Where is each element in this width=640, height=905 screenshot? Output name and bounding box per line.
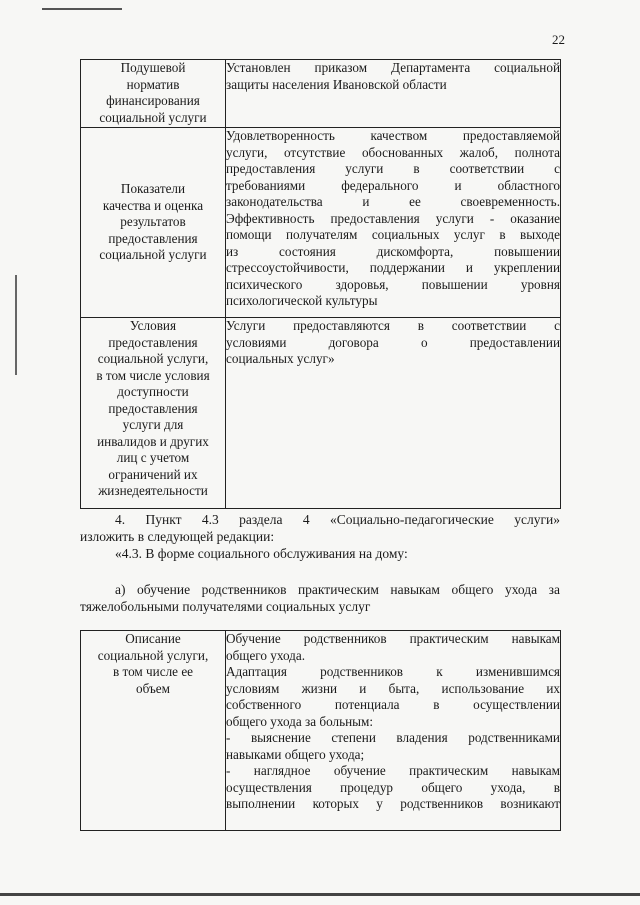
label-line: социальной услуги xyxy=(99,247,207,263)
label-line: в том числе ее xyxy=(112,664,194,679)
table-row-description xyxy=(81,631,561,831)
label-line: услуги для xyxy=(122,417,184,432)
label-line: социальной услуги, xyxy=(97,351,209,366)
content-line: собственного потенциала в осуществлении xyxy=(226,697,560,712)
label-line: предоставления xyxy=(108,334,198,350)
label-line: норматив xyxy=(126,76,180,92)
content-line: общего ухода за больным: xyxy=(226,713,374,729)
label-line: качества и оценка xyxy=(102,197,204,213)
content-line: - выяснение степени владения родственниками xyxy=(226,730,560,745)
page-number: 22 xyxy=(552,32,565,47)
section-heading: «4.3. В форме социального обслуживания на дому: xyxy=(115,546,408,561)
label-line: объем xyxy=(136,680,170,696)
content-line: Установлен приказом Департамента социальной xyxy=(226,60,560,75)
row-content xyxy=(226,318,561,509)
bottom-edge-rule xyxy=(0,893,640,896)
subitem-paragraph-line: тяжелобольными получателями социальных услуг xyxy=(80,599,371,614)
label-line: инвалидов и других xyxy=(97,433,209,449)
service-description-table xyxy=(80,630,561,831)
label-line: результатов xyxy=(120,214,186,230)
content-line: осуществления процедур общего ухода, в xyxy=(226,779,560,795)
label-line: ограничений их xyxy=(108,466,198,482)
content-line: стрессоустойчивости, поддержании и укреплении xyxy=(226,260,560,275)
label-line: лиц с учетом xyxy=(116,450,190,465)
content-line: Услуги предоставляются в соответствии с xyxy=(226,318,560,333)
content-line: Эффективность предоставления услуги - оказание xyxy=(226,210,560,226)
row-content xyxy=(226,128,561,318)
label-line: социальной услуги, xyxy=(97,647,209,663)
content-line: Удовлетворенность качеством предоставляемой xyxy=(226,128,560,143)
table-row-quality-indicators xyxy=(81,128,561,318)
amendment-paragraph-line: 4. Пункт 4.3 раздела 4 «Социально-педагогические услуги» xyxy=(115,512,560,527)
table-row-conditions xyxy=(81,318,561,509)
content-line: защиты населения Ивановской области xyxy=(226,76,447,92)
row-label xyxy=(81,128,226,318)
content-line: социальных услуг» xyxy=(226,351,335,366)
label-line: финансирования xyxy=(106,93,200,108)
content-line: услуги, отсутствие обоснованных жалоб, полнота xyxy=(226,144,560,160)
content-line: навыками общего ухода; xyxy=(226,746,365,762)
label-line: Подушевой xyxy=(120,60,186,75)
content-line: помощи получателям социальных услуг в выходе xyxy=(226,227,560,242)
row-content xyxy=(226,60,561,128)
amendment-paragraph-line: изложить в следующей редакции: xyxy=(80,529,275,544)
label-line: предоставления xyxy=(108,230,198,246)
label-line: Описание xyxy=(125,631,181,646)
content-line: условиям жизни и быта, использование их xyxy=(226,680,560,696)
content-line: из состояния дискомфорта, повышении xyxy=(226,243,560,259)
content-line: психологической культуры xyxy=(226,293,378,308)
subitem-paragraph-line: а) обучение родственников практическим навыкам общего ухода за xyxy=(115,582,560,597)
label-line: жизнедеятельности xyxy=(98,483,208,498)
content-line: общего ухода. xyxy=(226,647,306,663)
label-line: Показатели xyxy=(120,181,186,197)
table-row-financing xyxy=(81,60,561,128)
service-standard-table xyxy=(80,59,561,509)
margin-mark xyxy=(15,275,17,375)
row-label xyxy=(81,631,226,831)
content-line: психического здоровья, повышении уровня xyxy=(226,276,560,292)
label-line: социальной услуги xyxy=(99,109,207,125)
content-line: предоставления услуги в соответствии с xyxy=(226,161,560,176)
row-label xyxy=(81,318,226,509)
content-line: требованиями федерального и областного xyxy=(226,177,560,193)
content-line: Адаптация родственников к изменившимся xyxy=(226,664,560,679)
top-edge-mark xyxy=(42,8,122,10)
content-line: условиями договора о предоставлении xyxy=(226,334,560,350)
row-label xyxy=(81,60,226,128)
row-content xyxy=(226,631,561,831)
content-line: - наглядное обучение практическим навыкам xyxy=(226,763,560,778)
label-line: доступности xyxy=(117,384,189,399)
content-line: Обучение родственников практическим навыкам xyxy=(226,631,560,646)
content-line: законодательства и ее своевременность. xyxy=(226,194,560,209)
content-line: выполнении которых у родственников возникают xyxy=(226,796,560,811)
label-line: Условия xyxy=(129,318,177,333)
label-line: предоставления xyxy=(108,400,198,416)
label-line: в том числе условия xyxy=(96,367,210,383)
